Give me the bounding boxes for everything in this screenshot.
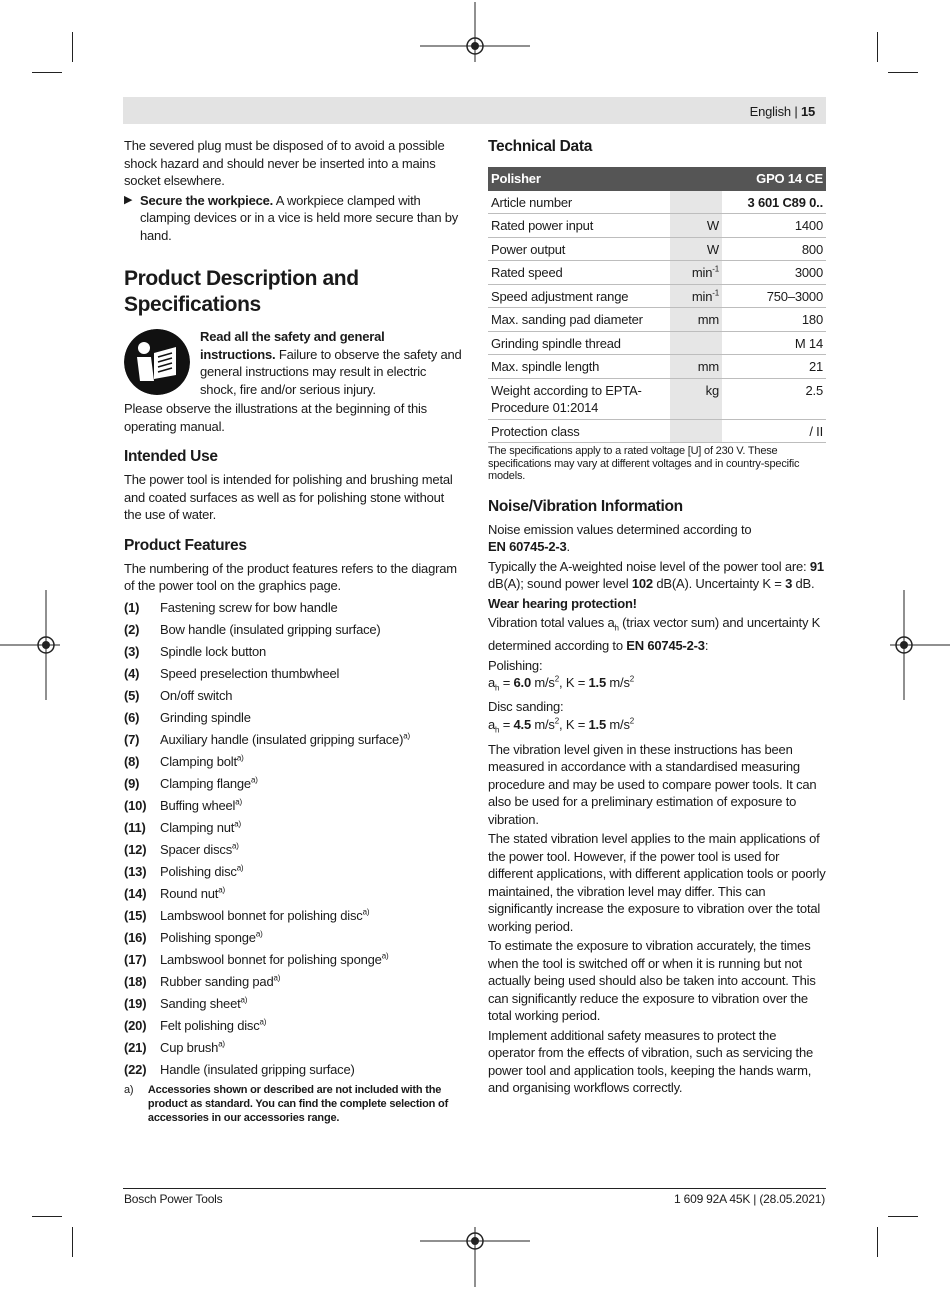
feature-item <box>124 907 462 925</box>
feature-item <box>124 665 462 683</box>
footer-left: Bosch Power Tools <box>124 1192 223 1206</box>
table-row <box>488 419 826 443</box>
bullet-text: A workpiece clamped with clamping devices or in a vice is held more secure than by hand. <box>140 192 459 243</box>
feature-number: (13) <box>124 863 147 879</box>
feature-number: (19) <box>124 995 147 1011</box>
feature-item <box>124 995 462 1013</box>
polishing-k: , K = <box>559 675 589 691</box>
feature-item <box>124 797 462 815</box>
feature-number: (16) <box>124 929 147 945</box>
feature-number: (22) <box>124 1061 147 1077</box>
feature-number: (14) <box>124 885 147 901</box>
row-label: Max. spindle length <box>488 355 670 379</box>
feature-footnote-ref: a) <box>232 841 239 851</box>
row-label: Rated speed <box>488 261 670 285</box>
feature-number: (5) <box>124 687 140 703</box>
feature-footnote-ref: a) <box>218 1039 225 1049</box>
table-header-label: Polisher <box>488 167 670 191</box>
noise-level-text <box>488 558 826 593</box>
row-unit-sup: -1 <box>712 288 719 298</box>
feature-text <box>160 621 381 639</box>
polishing-values <box>488 657 826 698</box>
intended-use-heading: Intended Use <box>124 448 218 465</box>
row-unit-text: min <box>691 265 713 280</box>
warning-text: Failure to observe the safety and general instructions may result in electric shock, fire and/or serious injury. <box>200 346 462 397</box>
polishing-k-unit: m/s <box>606 675 630 691</box>
row-unit <box>670 378 722 419</box>
row-unit-text: mm <box>697 312 719 327</box>
sound-power-value: 102 <box>631 576 653 591</box>
feature-footnote-ref: a) <box>362 907 370 917</box>
header-bar <box>123 97 826 124</box>
vibration-paragraph-4: Implement additional safety measures to protect the operator from the effects of vibration, such as servicing the power tool and application tools, keeping the hands warm, and organising workflows correctly. <box>488 1027 814 1096</box>
feature-text <box>160 907 369 925</box>
feature-label: Auxiliary handle (insulated gripping surface) <box>160 731 404 747</box>
polishing-sub: h <box>495 683 500 693</box>
feature-label: On/off switch <box>160 687 233 703</box>
accessories-footnote <box>124 1083 462 1125</box>
noise-level-b: dB(A); sound power level <box>488 576 632 591</box>
row-label: Power output <box>488 237 670 261</box>
uncertainty-value: 3 <box>785 576 793 591</box>
row-label: Protection class <box>488 419 670 443</box>
polishing-ah: a <box>488 675 496 691</box>
noise-level-a: Typically the A-weighted noise level of the power tool are: <box>488 558 810 574</box>
row-label: Grinding spindle thread <box>488 331 670 355</box>
technical-data-table <box>488 167 826 443</box>
feature-label: Polishing sponge <box>160 929 256 945</box>
feature-number: (1) <box>124 599 140 615</box>
feature-number: (6) <box>124 709 140 725</box>
feature-label: Clamping flange <box>160 775 251 791</box>
feature-label: Fastening screw for bow handle <box>160 599 338 615</box>
feature-text <box>160 929 263 947</box>
feature-text <box>160 1039 225 1057</box>
feature-number: (4) <box>124 665 140 681</box>
noise-heading: Noise/Vibration Information <box>488 497 683 515</box>
vibration-b: (triax vector sum) and uncertainty K determined according to <box>488 615 821 654</box>
feature-text <box>160 863 243 881</box>
feature-label: Clamping bolt <box>160 753 237 769</box>
footer-rule <box>123 1188 826 1189</box>
bullet-bold: Secure the workpiece. <box>140 192 274 208</box>
table-row <box>488 308 826 332</box>
left-column <box>124 137 462 1125</box>
feature-footnote-ref: a) <box>250 775 258 785</box>
table-header-unit <box>670 167 722 191</box>
feature-label: Spindle lock button <box>160 643 267 659</box>
feature-number: (12) <box>124 841 147 857</box>
feature-item <box>124 621 462 639</box>
observe-illustrations-text: Please observe the illustrations at the beginning of this operating manual. <box>124 401 427 434</box>
row-label: Rated power input <box>488 214 670 238</box>
feature-text <box>160 687 232 705</box>
feature-text <box>160 1061 355 1079</box>
feature-item <box>124 885 462 903</box>
crop-mark <box>877 1227 878 1257</box>
right-column <box>488 137 826 1099</box>
header-separator: | <box>794 104 798 119</box>
feature-label: Speed preselection thumbwheel <box>160 665 340 681</box>
disc-label: Disc sanding: <box>488 699 564 715</box>
table-row <box>488 261 826 285</box>
footnote-text: Accessories shown or described are not included with the product as standard. You can find the complete selection of accessories in our accessories range. <box>147 1083 449 1124</box>
disc-sanding-values <box>488 698 826 739</box>
row-unit <box>670 355 722 379</box>
footnote-mark: a) <box>124 1083 134 1096</box>
feature-item <box>124 1017 462 1035</box>
warning-bold: Read all the safety and general instructions. <box>200 329 385 362</box>
feature-text <box>160 665 339 683</box>
features-list <box>124 599 462 1079</box>
row-value: 3000 <box>722 261 826 285</box>
feature-label: Handle (insulated gripping surface) <box>160 1061 355 1077</box>
row-unit <box>670 308 722 332</box>
header-language: English <box>749 104 791 119</box>
feature-item <box>124 643 462 661</box>
crop-mark <box>32 1216 62 1217</box>
feature-label: Clamping nut <box>160 819 235 835</box>
feature-item <box>124 1039 462 1057</box>
registration-mark-icon <box>420 2 530 62</box>
row-unit <box>670 261 722 285</box>
noise-level-d: dB. <box>792 576 815 591</box>
feature-item <box>124 753 462 771</box>
feature-item <box>124 687 462 705</box>
feature-footnote-ref: a) <box>255 929 263 939</box>
row-unit-sup: -1 <box>712 264 719 274</box>
table-row <box>488 355 826 379</box>
row-label: Speed adjustment range <box>488 284 670 308</box>
feature-text <box>160 885 225 903</box>
row-unit <box>670 331 722 355</box>
feature-text <box>160 643 266 661</box>
feature-footnote-ref: a) <box>236 753 244 763</box>
feature-footnote-ref: a) <box>240 995 248 1005</box>
feature-text <box>160 731 410 749</box>
table-row <box>488 378 826 419</box>
noise-emission-label: Noise emission values determined according to <box>488 521 752 537</box>
noise-level-value: 91 <box>809 558 824 574</box>
feature-number: (9) <box>124 775 140 791</box>
disc-eq: = <box>499 716 514 732</box>
vibration-standard: EN 60745-2-3 <box>626 638 705 654</box>
feature-text <box>160 709 251 727</box>
noise-end: . <box>566 539 570 554</box>
feature-item <box>124 1061 462 1079</box>
row-value: 1400 <box>722 214 826 238</box>
polishing-k-value: 1.5 <box>588 675 606 691</box>
feature-number: (17) <box>124 951 147 967</box>
bullet-triangle-icon: ▶ <box>124 193 133 206</box>
crop-mark <box>888 72 918 73</box>
row-unit-text: mm <box>697 359 719 374</box>
row-unit-text: kg <box>705 382 719 398</box>
row-value: 21 <box>722 355 826 379</box>
feature-item <box>124 951 462 969</box>
vibration-a: Vibration total values a <box>488 615 615 630</box>
page-number <box>750 103 815 121</box>
feature-item <box>124 775 462 793</box>
feature-footnote-ref: a) <box>259 1017 267 1027</box>
row-value: / II <box>722 419 826 443</box>
table-header-row <box>488 167 826 191</box>
disc-sub: h <box>495 725 500 735</box>
disc-unit-sup: 2 <box>554 716 559 726</box>
table-note: The specifications apply to a rated voltage [U] of 230 V. These specifications may vary at different voltages and in country-specific models. <box>488 445 800 482</box>
feature-item <box>124 731 462 749</box>
product-features-text: The numbering of the product features refers to the diagram of the power tool on the graphics page. <box>124 560 457 593</box>
noise-level-c: dB(A). Uncertainty K = <box>652 576 786 591</box>
noise-emission-text <box>488 521 826 556</box>
row-value: 180 <box>722 308 826 332</box>
feature-item <box>124 819 462 837</box>
feature-text <box>160 819 241 837</box>
feature-footnote-ref: a) <box>218 885 225 895</box>
feature-label: Cup brush <box>160 1039 219 1055</box>
registration-mark-icon <box>0 590 60 700</box>
feature-number: (20) <box>124 1017 147 1033</box>
severed-plug-text: The severed plug must be disposed of to avoid a possible shock hazard and should never be inserted into a mains socket elsewhere. <box>124 138 445 188</box>
vibration-paragraph-2: The stated vibration level applies to the main applications of the power tool. However, if the power tool is used for different applications, with different application tools or poorly maintained, the vibration level may differ. This can significantly increase the exposure to vibration over the total working period. <box>488 831 826 934</box>
crop-mark <box>877 32 878 62</box>
crop-mark <box>72 1227 73 1257</box>
disc-unit: m/s <box>530 716 555 732</box>
row-unit <box>670 419 722 443</box>
feature-label: Sanding sheet <box>160 995 241 1011</box>
feature-text <box>160 951 388 969</box>
feature-footnote-ref: a) <box>236 863 244 873</box>
disc-k-unit-sup: 2 <box>629 716 635 726</box>
row-label: Weight according to EPTA-Procedure 01:2014 <box>488 378 670 419</box>
table-row <box>488 214 826 238</box>
disc-k-value: 1.5 <box>588 716 606 732</box>
table-row <box>488 191 826 214</box>
safety-warning <box>124 328 462 400</box>
feature-item <box>124 599 462 617</box>
vibration-paragraph-1: The vibration level given in these instructions has been measured in accordance with a standardised measuring procedure and may be used to compare power tools. It can also be used for a preliminary estimation of exposure to vibration. <box>488 741 817 827</box>
row-value: 3 601 C89 0.. <box>722 191 826 214</box>
feature-label: Round nut <box>160 885 219 901</box>
secure-workpiece-bullet <box>124 192 462 245</box>
feature-label: Felt polishing disc <box>160 1017 260 1033</box>
crop-mark <box>888 1216 918 1217</box>
feature-text <box>160 775 258 793</box>
vibration-c: : <box>704 638 709 654</box>
vibration-sub: h <box>614 623 619 633</box>
feature-footnote-ref: a) <box>381 951 389 961</box>
feature-number: (18) <box>124 973 147 989</box>
feature-label: Grinding spindle <box>160 709 251 725</box>
disc-k: , K = <box>559 716 589 732</box>
feature-label: Spacer discs <box>160 841 233 857</box>
intended-use-text: The power tool is intended for polishing and brushing metal and coated surfaces as well as for polishing stone without the use of water. <box>124 472 453 522</box>
feature-number: (21) <box>124 1039 147 1055</box>
feature-number: (7) <box>124 731 140 747</box>
feature-footnote-ref: a) <box>235 797 242 807</box>
disc-k-unit: m/s <box>606 716 630 732</box>
disc-ah: a <box>488 716 496 732</box>
polishing-k-unit-sup: 2 <box>629 674 635 684</box>
feature-number: (15) <box>124 907 147 923</box>
feature-label: Lambswool bonnet for polishing disc <box>160 907 363 923</box>
polishing-unit: m/s <box>530 675 555 691</box>
feature-item <box>124 841 462 859</box>
crop-mark <box>32 72 62 73</box>
wear-hearing-protection: Wear hearing protection! <box>488 595 637 611</box>
feature-footnote-ref: a) <box>403 731 410 741</box>
section-title: Product Description and Specifications <box>124 267 359 316</box>
row-unit-text: min <box>691 288 713 304</box>
row-value: 750–3000 <box>722 284 826 308</box>
feature-label: Buffing wheel <box>160 797 236 813</box>
feature-label: Polishing disc <box>160 863 237 879</box>
feature-item <box>124 929 462 947</box>
table-row <box>488 237 826 261</box>
feature-text <box>160 797 242 815</box>
polishing-eq: = <box>499 675 514 691</box>
registration-mark-icon <box>420 1227 530 1287</box>
header-page: 15 <box>800 104 815 119</box>
row-unit <box>670 214 722 238</box>
feature-text <box>160 973 280 991</box>
product-features-heading: Product Features <box>124 536 247 554</box>
feature-footnote-ref: a) <box>273 973 281 983</box>
disc-value: 4.5 <box>513 716 531 732</box>
read-manual-icon <box>124 329 190 395</box>
row-unit <box>670 284 722 308</box>
feature-number: (11) <box>124 819 146 835</box>
feature-label: Bow handle (insulated gripping surface) <box>160 621 381 637</box>
row-value: 2.5 <box>722 378 826 419</box>
feature-text <box>160 599 338 617</box>
registration-mark-icon <box>890 590 950 700</box>
feature-text <box>160 841 239 859</box>
row-value: 800 <box>722 237 826 261</box>
polishing-label: Polishing: <box>488 657 543 673</box>
footer-right: 1 609 92A 45K | (28.05.2021) <box>674 1192 825 1206</box>
row-unit-text: W <box>706 218 719 233</box>
feature-number: (8) <box>124 753 140 769</box>
table-row <box>488 331 826 355</box>
row-unit <box>670 191 722 214</box>
feature-footnote-ref: a) <box>234 819 241 829</box>
feature-item <box>124 973 462 991</box>
feature-label: Lambswool bonnet for polishing sponge <box>160 951 382 967</box>
polishing-value: 6.0 <box>513 675 531 691</box>
polishing-unit-sup: 2 <box>554 674 559 684</box>
feature-item <box>124 863 462 881</box>
feature-item <box>124 709 462 727</box>
row-unit <box>670 237 722 261</box>
noise-standard: EN 60745-2-3 <box>488 539 567 554</box>
table-header-model: GPO 14 CE <box>722 167 826 191</box>
vibration-text <box>488 614 826 655</box>
feature-label: Rubber sanding pad <box>160 973 274 989</box>
feature-text <box>160 1017 266 1035</box>
feature-text <box>160 753 244 771</box>
table-row <box>488 284 826 308</box>
row-label: Article number <box>488 191 670 214</box>
row-label: Max. sanding pad diameter <box>488 308 670 332</box>
feature-text <box>160 995 247 1013</box>
row-unit-text: W <box>706 241 719 257</box>
row-value: M 14 <box>722 331 826 355</box>
technical-data-heading: Technical Data <box>488 138 593 155</box>
feature-number: (2) <box>124 621 140 637</box>
crop-mark <box>72 32 73 62</box>
feature-number: (10) <box>124 797 147 813</box>
vibration-paragraph-3: To estimate the exposure to vibration accurately, the times when the tool is switched off or when it is running but not actually being used should also be taken into account. This can significantly reduce the exposure to vibration over the total working period. <box>488 938 816 1024</box>
feature-number: (3) <box>124 643 140 659</box>
